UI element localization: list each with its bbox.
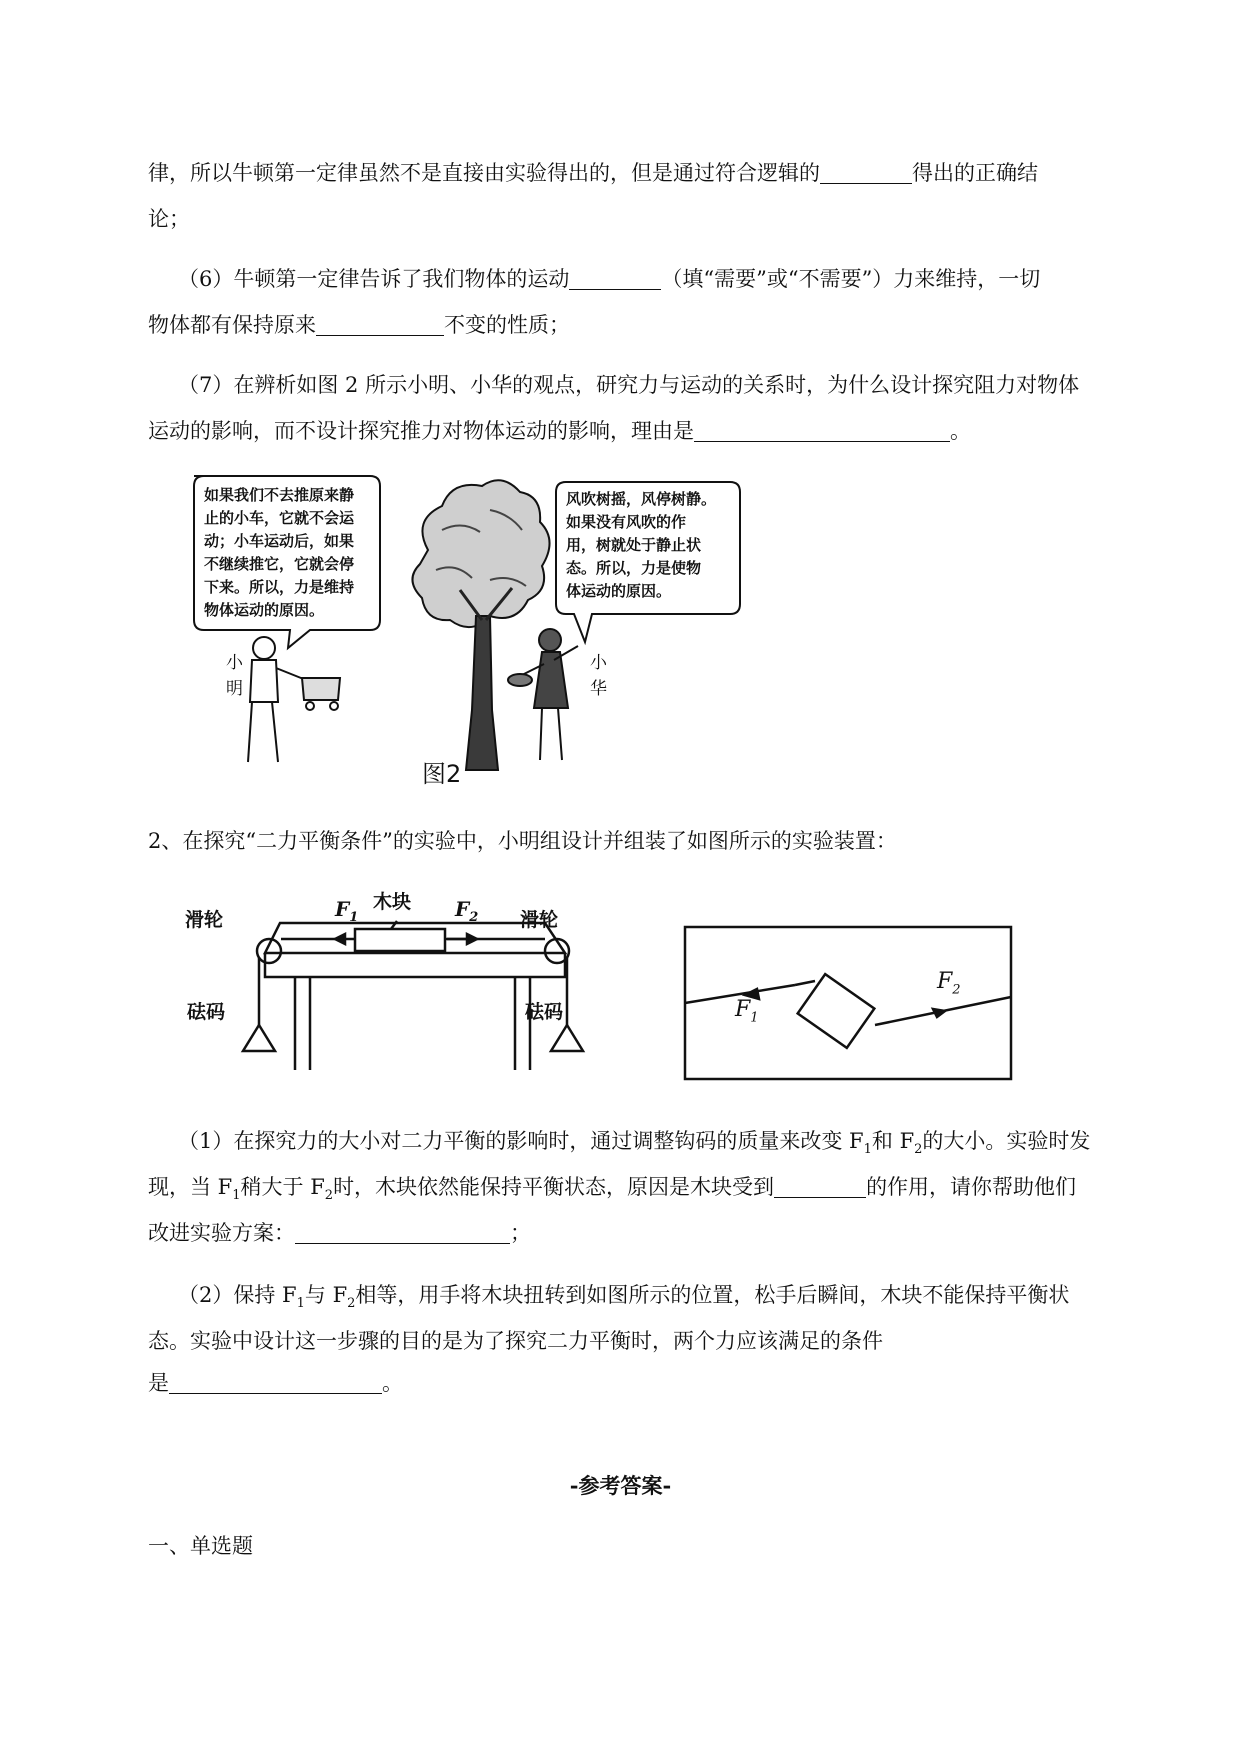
section-title: 一、单选题 xyxy=(148,1534,253,1558)
text: 态。实验中设计这一步骤的目的是为了探究二力平衡时，两个力应该满足的条件 xyxy=(148,1329,883,1353)
label-weight-right: 砝码 xyxy=(525,1001,564,1023)
text: 的作用，请你帮助他们 xyxy=(866,1175,1077,1199)
force-symbol: F xyxy=(937,969,953,994)
text: 是 xyxy=(148,1371,169,1395)
bubble-line: 动；小车运动后，如果 xyxy=(204,532,355,550)
label-f2-box xyxy=(937,969,961,997)
answer-heading: -参考答案- xyxy=(569,1473,672,1498)
subscript: 1 xyxy=(296,1296,305,1312)
answer-blank[interactable] xyxy=(694,417,950,442)
label-xiaohua xyxy=(590,650,607,702)
text: 。 xyxy=(382,1371,403,1395)
paragraph-7-line2 xyxy=(148,408,1143,454)
bubble-right-text xyxy=(566,488,736,603)
text: 与 F xyxy=(304,1283,348,1307)
text: 相等，用手将木块扭转到如图所示的位置，松手后瞬间，木块不能保持平衡状 xyxy=(355,1283,1070,1307)
answer-blank[interactable] xyxy=(774,1173,866,1198)
label-f1-table xyxy=(335,897,358,925)
name-char: 小 xyxy=(590,653,607,673)
question-2-part-1-line3 xyxy=(148,1210,1143,1256)
bubble-left-text xyxy=(204,484,374,622)
tree-illustration xyxy=(412,480,549,770)
subscript: 1 xyxy=(863,1142,872,1158)
label-f1-box xyxy=(735,997,759,1025)
question-2-part-2-line2 xyxy=(148,1318,1143,1364)
label-pulley-left: 滑轮 xyxy=(185,909,224,931)
paragraph-6-line2 xyxy=(148,302,1143,348)
bubble-line: 物体运动的原因。 xyxy=(204,601,325,619)
text: ； xyxy=(510,1221,531,1245)
text: 的大小。实验时发 xyxy=(922,1129,1091,1153)
bubble-line: 如果没有风吹的作 xyxy=(566,513,687,531)
paragraph-5 xyxy=(148,150,1143,242)
xiaohua-person xyxy=(508,629,578,760)
answer-blank[interactable] xyxy=(569,265,661,290)
text: （1）在探究力的大小对二力平衡的影响时，通过调整钩码的质量来改变 F xyxy=(178,1129,864,1153)
text: 改进实验方案： xyxy=(148,1221,295,1245)
paragraph-7 xyxy=(148,362,1143,408)
label-f2-table xyxy=(455,897,478,925)
text: （填“需要”或“不需要”）力来维持，一切 xyxy=(661,267,1041,291)
bubble-line: 不继续推它，它就会停 xyxy=(204,555,355,573)
text: （2）保持 F xyxy=(178,1283,297,1307)
experiment-figure xyxy=(185,885,1015,1085)
subscript: 1 xyxy=(750,1010,759,1026)
force-symbol: F xyxy=(455,897,470,921)
bubble-line: 如果我们不去推原来静 xyxy=(204,486,355,504)
label-block: 木块 xyxy=(373,891,412,913)
subscript: 2 xyxy=(469,910,479,925)
force-symbol: F xyxy=(335,897,350,921)
xiaoming-person xyxy=(248,637,340,762)
text: 物体都有保持原来 xyxy=(148,313,316,337)
question-2-part-2-line3 xyxy=(148,1360,1143,1406)
paragraph-6 xyxy=(148,256,1143,302)
label-weight-left: 砝码 xyxy=(187,1001,226,1023)
text: 时，木块依然能保持平衡状态，原因是木块受到 xyxy=(333,1175,775,1199)
bubble-line: 用，树就处于静止状 xyxy=(566,536,702,554)
text: 和 F xyxy=(871,1129,915,1153)
subscript: 2 xyxy=(914,1142,923,1158)
text: 稍大于 F xyxy=(240,1175,325,1199)
bubble-line: 态。所以，力是使物 xyxy=(566,559,702,577)
answer-blank[interactable] xyxy=(316,311,444,336)
text: 不变的性质； xyxy=(444,313,570,337)
figure-caption: 图2 xyxy=(422,760,462,788)
bubble-line: 风吹树摇，风停树静。 xyxy=(566,490,717,508)
subscript: 2 xyxy=(347,1296,356,1312)
subscript: 2 xyxy=(324,1188,334,1204)
subscript: 2 xyxy=(952,982,961,998)
name-char: 小 xyxy=(226,653,243,673)
text: （6）牛顿第一定律告诉了我们物体的运动 xyxy=(178,267,570,291)
force-symbol: F xyxy=(735,997,751,1022)
question-2-intro xyxy=(148,818,1143,864)
bubble-line: 体运动的原因。 xyxy=(566,582,672,600)
bubble-line: 止的小车，它就不会运 xyxy=(204,509,355,527)
bubble-line: 下来。所以，力是维持 xyxy=(204,578,355,596)
subscript: 1 xyxy=(232,1188,241,1204)
text: 2、在探究“二力平衡条件”的实验中，小明组设计并组装了如图所示的实验装置： xyxy=(148,829,897,853)
text: （7）在辨析如图 2 所示小明、小华的观点，研究力与运动的关系时，为什么设计探究阻力对物体 xyxy=(178,373,1080,397)
subscript: 1 xyxy=(349,910,359,925)
figure-2 xyxy=(190,470,750,790)
text: 运动的影响，而不设计探究推力对物体运动的影响，理由是 xyxy=(148,419,694,443)
table-diagram xyxy=(243,921,583,1070)
answer-blank[interactable] xyxy=(295,1219,510,1244)
name-char: 华 xyxy=(590,679,607,699)
experiment-apparatus xyxy=(185,885,1015,1085)
text: 。 xyxy=(950,419,971,443)
rotated-block-diagram xyxy=(685,927,1011,1079)
answer-blank[interactable] xyxy=(169,1369,382,1394)
text: 现，当 F xyxy=(148,1175,233,1199)
text: 得出的正确结 xyxy=(912,161,1038,185)
answer-blank[interactable] xyxy=(820,159,912,184)
label-pulley-right: 滑轮 xyxy=(520,909,559,931)
text: 律，所以牛顿第一定律虽然不是直接由实验得出的，但是通过符合逻辑的 xyxy=(148,161,820,185)
text: 论； xyxy=(148,207,190,231)
name-char: 明 xyxy=(226,679,243,699)
label-xiaoming xyxy=(226,650,243,702)
